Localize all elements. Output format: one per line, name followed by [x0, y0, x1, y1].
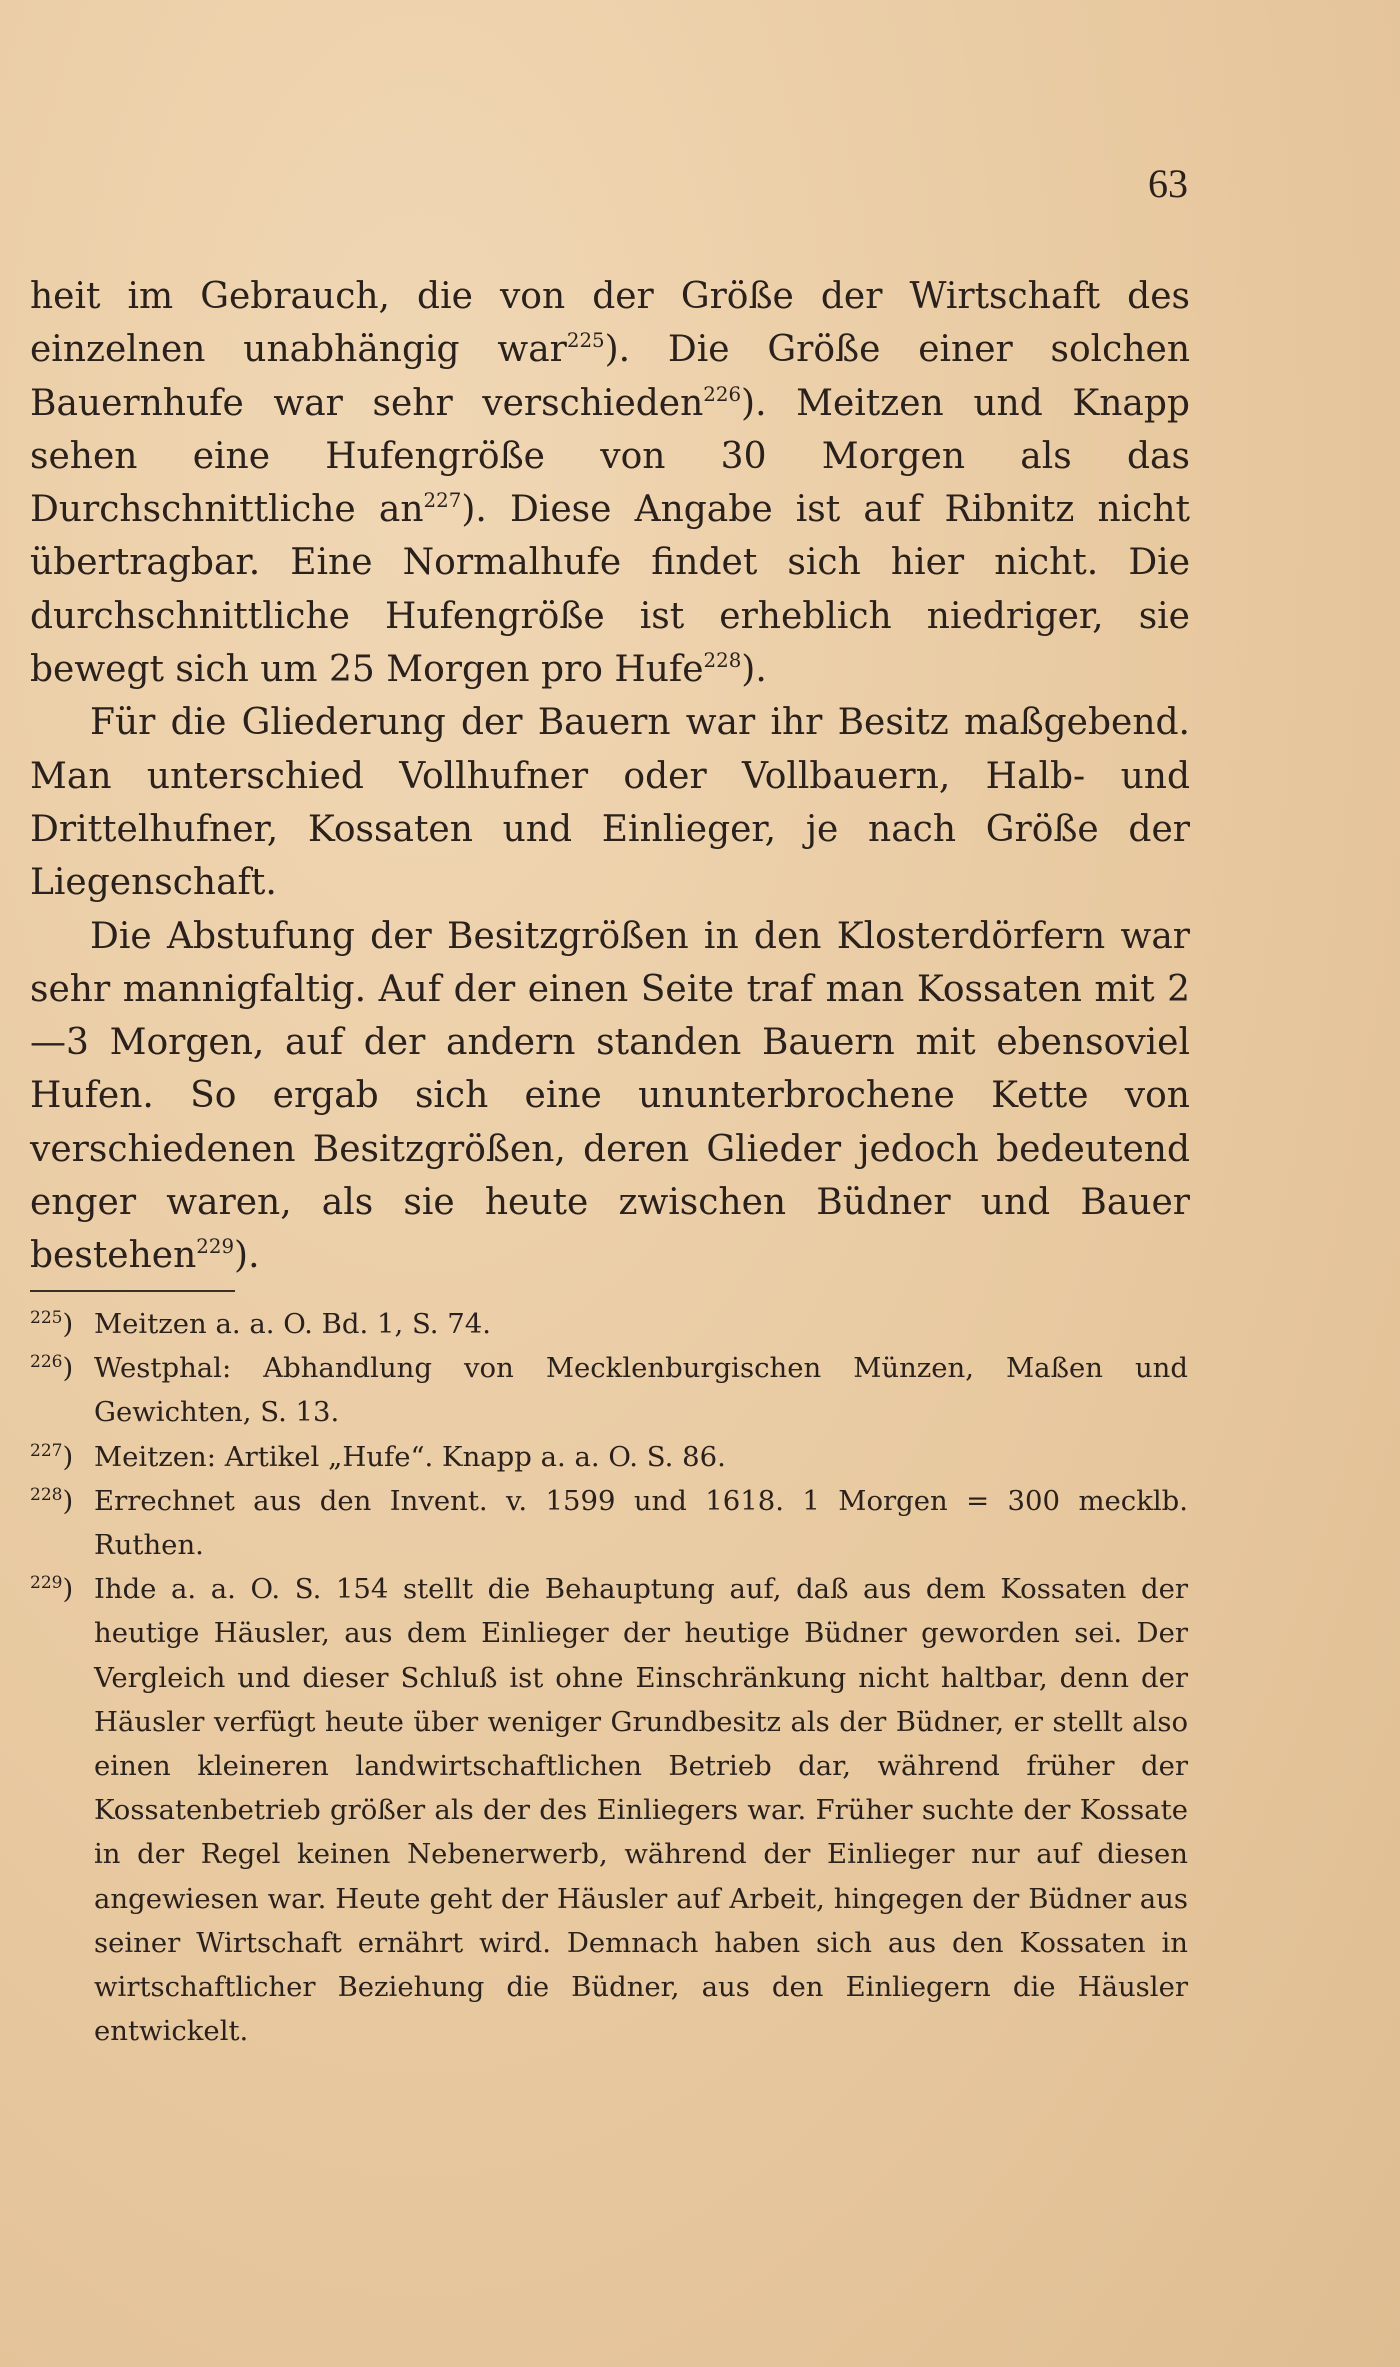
footnote-reference: 229 — [196, 1235, 235, 1259]
footnote-number-value: 228 — [30, 1484, 63, 1505]
footnote-text: Ihde a. a. O. S. 154 stellt die Behauptung auf, daß aus dem Kossaten der heutige Häusler, aus dem Einlieger der heutige Büdner geworden sei. Der Vergleich und dieser Schluß ist ohne Einschränkung nicht haltbar, denn der Häusler verfügt heute über weniger Grundbesitz als der Büdner, er stellt also einen kleineren landwirtschaftlichen Betrieb dar, während früher der Kossatenbetrieb größer als der des Einliegers war. Früher suchte der Kossate in der Regel keinen Nebenerwerb, während der Einlieger nur auf diesen angewiesen war. Heute geht der Häusler auf Arbeit, hingegen der Büdner aus seiner Wirtschaft ernährt wird. Demnach haben sich aus den Kossaten in wirtschaftlicher Beziehung die Büdner, aus den Einliegern die Häusler entwickelt. — [94, 1573, 1188, 2048]
text-segment: heit im Gebrauch, die von der Größe der Wirtschaft des einzelnen unabhängig war — [30, 276, 1190, 371]
text-segment: ). Die Größe einer solchen Bauernhufe war sehr verschieden — [30, 329, 1191, 424]
page-number: 63 — [1148, 161, 1188, 206]
text-segment: ). Meitzen und Knapp sehen eine Hufengröße von 30 Morgen als das Durchschnittliche an — [30, 382, 1190, 531]
main-text — [30, 270, 1190, 1283]
footnote-number: $^{229}$) — [30, 1573, 74, 1606]
footnote-text: Meitzen: Artikel „Hufe“. Knapp a. a. O. S. 86. — [94, 1440, 726, 1473]
footnote-number: $^{228}$) — [30, 1484, 74, 1517]
footnote — [30, 1302, 1188, 1346]
footnote — [30, 1435, 1188, 1479]
footnote-reference: 226 — [703, 382, 742, 406]
footnote-reference: 227 — [423, 489, 462, 513]
footnote — [30, 1346, 1188, 1434]
footnote — [30, 1567, 1188, 2053]
footnote-number: $^{225}$) — [30, 1307, 74, 1340]
footnote-number-value: 225 — [30, 1307, 63, 1328]
paragraph — [30, 696, 1190, 909]
footnote-reference: 228 — [703, 649, 742, 673]
footnote-reference: 225 — [566, 329, 605, 353]
footnote — [30, 1479, 1188, 1567]
footnote-number: $^{226}$) — [30, 1351, 74, 1385]
text-segment: Für die Gliederung der Bauern war ihr Besitz maßgebend. Man unterschied Vollhufner oder Vollbauern, Halb- und Drittelhufner, Kossaten und Einlieger, je nach Größe der Liegenschaft. — [30, 702, 1190, 904]
paragraph — [30, 270, 1190, 696]
footnote-number-value: 229 — [30, 1573, 63, 1593]
footnotes — [30, 1302, 1188, 2053]
text-segment: ). — [234, 1235, 260, 1277]
paragraph — [30, 910, 1190, 1283]
footnote-number-value: 227 — [30, 1440, 63, 1461]
footnote-divider — [30, 1290, 235, 1292]
footnote-text: Meitzen a. a. O. Bd. 1, S. 74. — [94, 1308, 492, 1340]
footnote-text: Westphal: Abhandlung von Mecklenburgischen Münzen, Maßen und Gewichten, S. 13. — [94, 1352, 1188, 1429]
footnote-number-value: 226 — [30, 1351, 63, 1372]
text-segment: Die Abstufung der Besitzgrößen in den Klosterdörfern war sehr mannigfaltig. Auf der einen Seite traf man Kossaten mit 2—3 Morgen, auf der andern standen Bauern mit ebensoviel Hufen. So ergab sich eine ununterbrochene Kette von verschiedenen Besitzgrößen, deren Glieder jedoch bedeutend enger waren, als sie heute zwischen Büdner und Bauer bestehen — [30, 915, 1190, 1277]
text-segment: ). Diese Angabe ist auf Ribnitz nicht übertragbar. Eine Normalhufe findet sich hier nicht. Die durchschnittliche Hufengröße ist erheblich niedriger, sie bewegt sich um 25 Morgen pro Hufe — [30, 489, 1190, 691]
footnote-text: Errechnet aus den Invent. v. 1599 und 1618. 1 Morgen = 300 mecklb. Ruthen. — [94, 1484, 1188, 1562]
footnote-number: $^{227}$) — [30, 1440, 74, 1473]
text-segment: ). — [741, 649, 767, 691]
